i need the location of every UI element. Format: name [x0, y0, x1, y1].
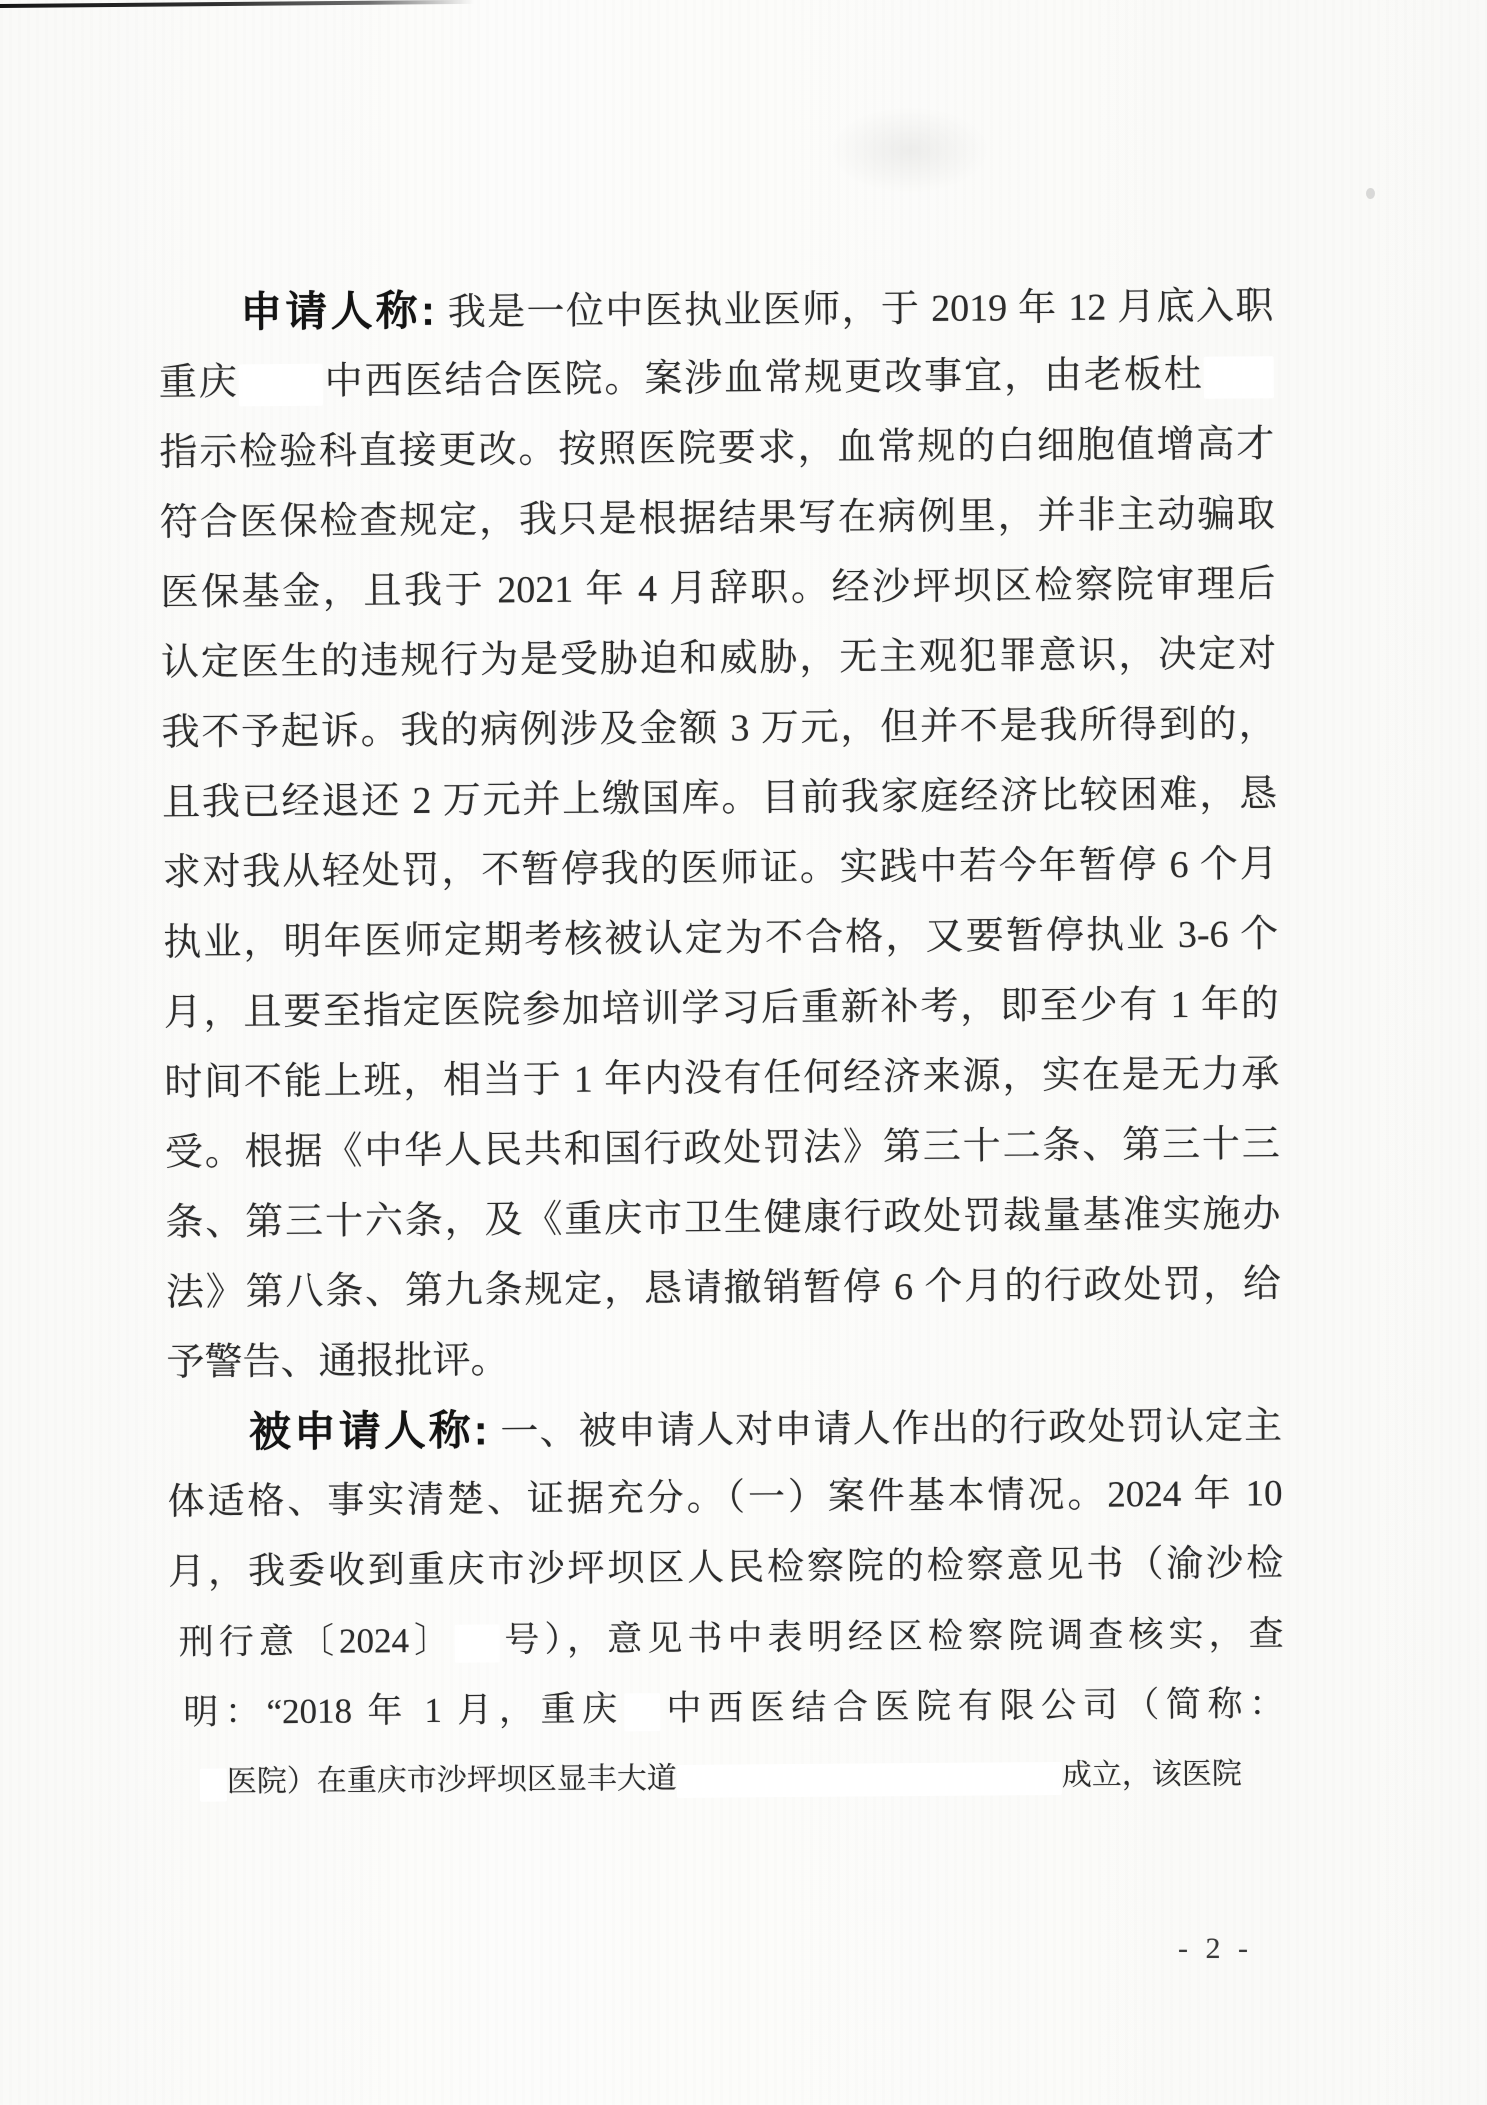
- document-body: [158, 269, 1285, 1818]
- text-line: [160, 549, 1276, 628]
- text-segment: 号），意见书中表明经区检察院调查核实，查: [499, 1614, 1284, 1660]
- text-segment: 月，且要至指定医院参加培训学习后重新补考，即至少有 1 年的: [163, 983, 1279, 1034]
- text-segment: 成立，该医院: [1061, 1757, 1242, 1792]
- text-segment: 明：“2018 年 1 月，重庆: [183, 1689, 624, 1732]
- text-line: [168, 1529, 1284, 1608]
- redaction-gap: [200, 1768, 227, 1801]
- text-segment: 受。根据《中华人民共和国行政处罚法》第三十二条、第三十三: [164, 1123, 1281, 1174]
- text-line: [165, 1179, 1281, 1258]
- scan-smudge: [1366, 188, 1375, 199]
- redaction-gap: [624, 1693, 660, 1732]
- text-segment: 我是一位中医执业医师，于 2019 年 12 月底入职: [436, 285, 1274, 334]
- text-segment: 予警告、通报批评。: [166, 1339, 509, 1384]
- text-line: [160, 479, 1276, 558]
- text-segment: 月，我委收到重庆市沙坪坝区人民检察院的检察意见书（渝沙检: [168, 1543, 1284, 1593]
- paragraph-label: 被申请人称:: [248, 1406, 490, 1456]
- text-line: [165, 1109, 1281, 1188]
- text-line: [178, 1599, 1284, 1678]
- redaction-gap: [677, 1762, 1062, 1798]
- text-line: [162, 759, 1278, 838]
- text-line: [159, 339, 1275, 418]
- text-segment: 条、第三十六条，及《重庆市卫生健康行政处罚裁量基准实施办: [165, 1193, 1281, 1244]
- text-line: [166, 1319, 1282, 1398]
- text-segment: 执业，明年医师定期考核被认定为不合格，又要暂停执业 3-6 个: [163, 913, 1279, 964]
- text-segment: 体适格、事实清楚、证据充分。（一）案件基本情况。2024 年 10: [167, 1473, 1283, 1523]
- text-line: [162, 829, 1278, 908]
- text-segment: 中西医结合医院。案涉血常规更改事宜，由老板杜: [322, 353, 1204, 403]
- text-line: [158, 269, 1274, 348]
- text-segment: 且我已经退还 2 万元并上缴国库。目前我家庭经济比较困难，恳: [161, 773, 1278, 824]
- text-segment: 求对我从轻处罚，不暂停我的医师证。实践中若今年暂停 6 个月: [162, 843, 1278, 894]
- text-line: [161, 689, 1277, 768]
- text-line: [163, 899, 1279, 978]
- text-line: [161, 619, 1277, 698]
- scan-smudge: [800, 90, 1020, 210]
- text-segment: 我不予起诉。我的病例涉及金额 3 万元，但并不是我所得到的，: [161, 703, 1277, 754]
- text-line: [164, 1039, 1280, 1118]
- paragraph-label: 申请人称:: [240, 286, 438, 336]
- text-segment: 刑行意〔2024〕: [178, 1620, 455, 1662]
- text-line: [167, 1389, 1283, 1468]
- text-segment: 时间不能上班，相当于 1 年内没有任何经济来源，实在是无力承: [164, 1053, 1280, 1104]
- text-segment: 医院）在重庆市沙坪坝区显丰大道: [226, 1761, 677, 1799]
- text-segment: 符合医保检查规定，我只是根据结果写在病例里，并非主动骗取: [159, 493, 1276, 544]
- text-segment: 一、被申请人对申请人作出的行政处罚认定主: [489, 1405, 1283, 1454]
- text-segment: 法》第八条、第九条规定，恳请撤销暂停 6 个月的行政处罚，给: [165, 1263, 1282, 1314]
- text-line: [200, 1739, 1286, 1818]
- redaction-gap: [454, 1624, 499, 1663]
- redaction-gap: [239, 364, 323, 406]
- scan-edge-artifact: [0, 0, 474, 7]
- page-number: - 2 -: [1178, 1932, 1253, 1965]
- text-segment: 中西医结合医院有限公司（简称：: [659, 1684, 1285, 1729]
- text-segment: 医保基金，且我于 2021 年 4 月辞职。经沙坪坝区检察院审理后: [160, 563, 1276, 614]
- text-segment: 认定医生的违规行为是受胁迫和威胁，无主观犯罪意识，决定对: [160, 633, 1277, 684]
- text-line: [167, 1459, 1283, 1538]
- text-line: [183, 1669, 1285, 1748]
- text-segment: 指示检验科直接更改。按照医院要求，血常规的白细胞值增高才: [159, 423, 1275, 474]
- redaction-gap: [1204, 357, 1274, 399]
- text-line: [166, 1249, 1282, 1328]
- text-line: [163, 969, 1279, 1048]
- text-segment: 重庆: [158, 361, 239, 404]
- text-line: [159, 409, 1275, 488]
